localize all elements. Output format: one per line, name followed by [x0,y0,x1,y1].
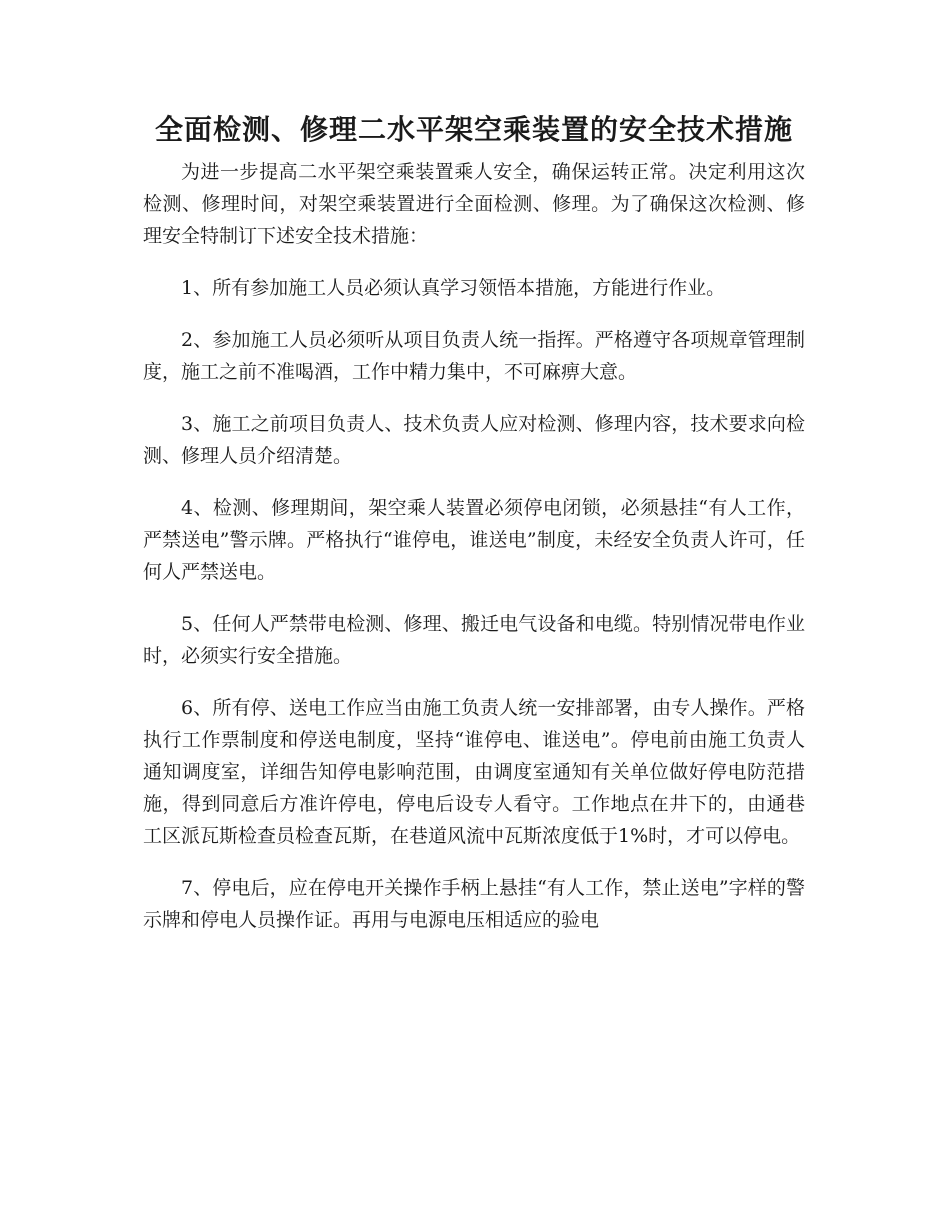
measure-item-1: 1、所有参加施工人员必须认真学习领悟本措施，方能进行作业。 [181,277,726,299]
measure-item-5: 5、任何人严禁带电检测、修理、搬迁电气设备和电缆。特别情况带电作业时，必须实行安全措施。 [143,613,805,667]
document-page [143,110,805,956]
measure-item-4: 4、检测、修理期间，架空乘人装置必须停电闭锁，必须悬挂“有人工作，严禁送电”警示牌。严格执行“谁停电，谁送电”制度，未经安全负责人许可，任何人严禁送电。 [143,497,805,583]
measure-item-3: 3、施工之前项目负责人、技术负责人应对检测、修理内容，技术要求向检测、修理人员介绍清楚。 [143,413,805,467]
measure-item-2: 2、参加施工人员必须听从项目负责人统一指挥。严格遵守各项规章管理制度，施工之前不准喝酒，工作中精力集中，不可麻痹大意。 [143,329,805,383]
intro-paragraph: 为进一步提高二水平架空乘装置乘人安全，确保运转正常。决定利用这次检测、修理时间，对架空乘装置进行全面检测、修理。为了确保这次检测、修理安全特制订下述安全技术措施： [143,161,805,247]
measure-item-7: 7、停电后，应在停电开关操作手柄上悬挂“有人工作，禁止送电”字样的警示牌和停电人员操作证。再用与电源电压相适应的验电 [143,877,805,931]
measure-item-6: 6、所有停、送电工作应当由施工负责人统一安排部署，由专人操作。严格执行工作票制度和停送电制度，坚持“谁停电、谁送电”。停电前由施工负责人通知调度室，详细告知停电影响范围，由调度室通知有关单位做好停电防范措施，得到同意后方准许停电，停电后设专人看守。工作地点在井下的，由通巷工区派瓦斯检查员检查瓦斯，在巷道风流中瓦斯浓度低于1%时，才可以停电。 [143,697,805,847]
document-title: 全面检测、修理二水平架空乘装置的安全技术措施 [154,113,793,146]
